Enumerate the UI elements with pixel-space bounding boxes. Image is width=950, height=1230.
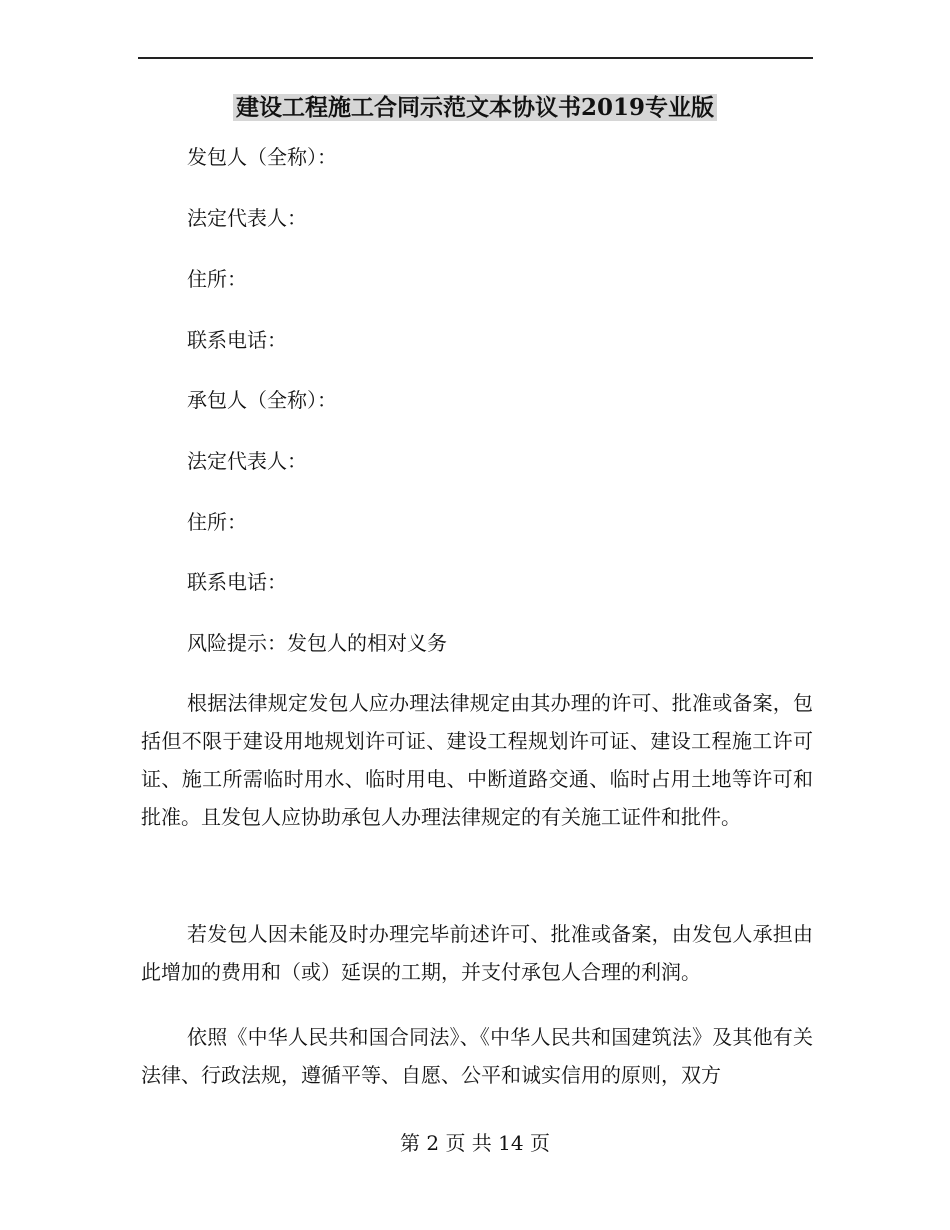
header-rule (138, 57, 813, 59)
employer-name-field: 发包人（全称）： (187, 145, 337, 169)
paragraph-delay-liability: 若发包人因未能及时办理完毕前述许可、批准或备案，由发包人承担由此增加的费用和（或）延误的工期，并支付承包人合理的利润。 (141, 922, 813, 984)
contractor-phone-field: 联系电话： (187, 570, 287, 594)
employer-address-field: 住所： (187, 267, 247, 291)
page-number: 第 2 页 共 14 页 (400, 1131, 550, 1155)
document-title (0, 89, 950, 127)
document-title-text: 建设工程施工合同示范文本协议书2019专业版 (233, 94, 717, 121)
risk-notice-heading: 风险提示：发包人的相对义务 (187, 631, 447, 655)
employer-legal-rep-field: 法定代表人： (187, 206, 307, 230)
employer-phone-field: 联系电话： (187, 328, 287, 352)
contractor-name-field: 承包人（全称）： (187, 388, 337, 412)
paragraph-legal-basis: 依照《中华人民共和国合同法》、《中华人民共和国建筑法》及其他有关法律、行政法规，遵循平等、自愿、公平和诚实信用的原则，双方 (141, 1025, 813, 1087)
contractor-legal-rep-field: 法定代表人： (187, 449, 307, 473)
paragraph-permits: 根据法律规定发包人应办理法律规定由其办理的许可、批准或备案，包括但不限于建设用地规划许可证、建设工程规划许可证、建设工程施工许可证、施工所需临时用水、临时用电、中断道路交通、临时占用土地等许可和批准。且发包人应协助承包人办理法律规定的有关施工证件和批件。 (141, 691, 813, 829)
contractor-address-field: 住所： (187, 510, 247, 534)
